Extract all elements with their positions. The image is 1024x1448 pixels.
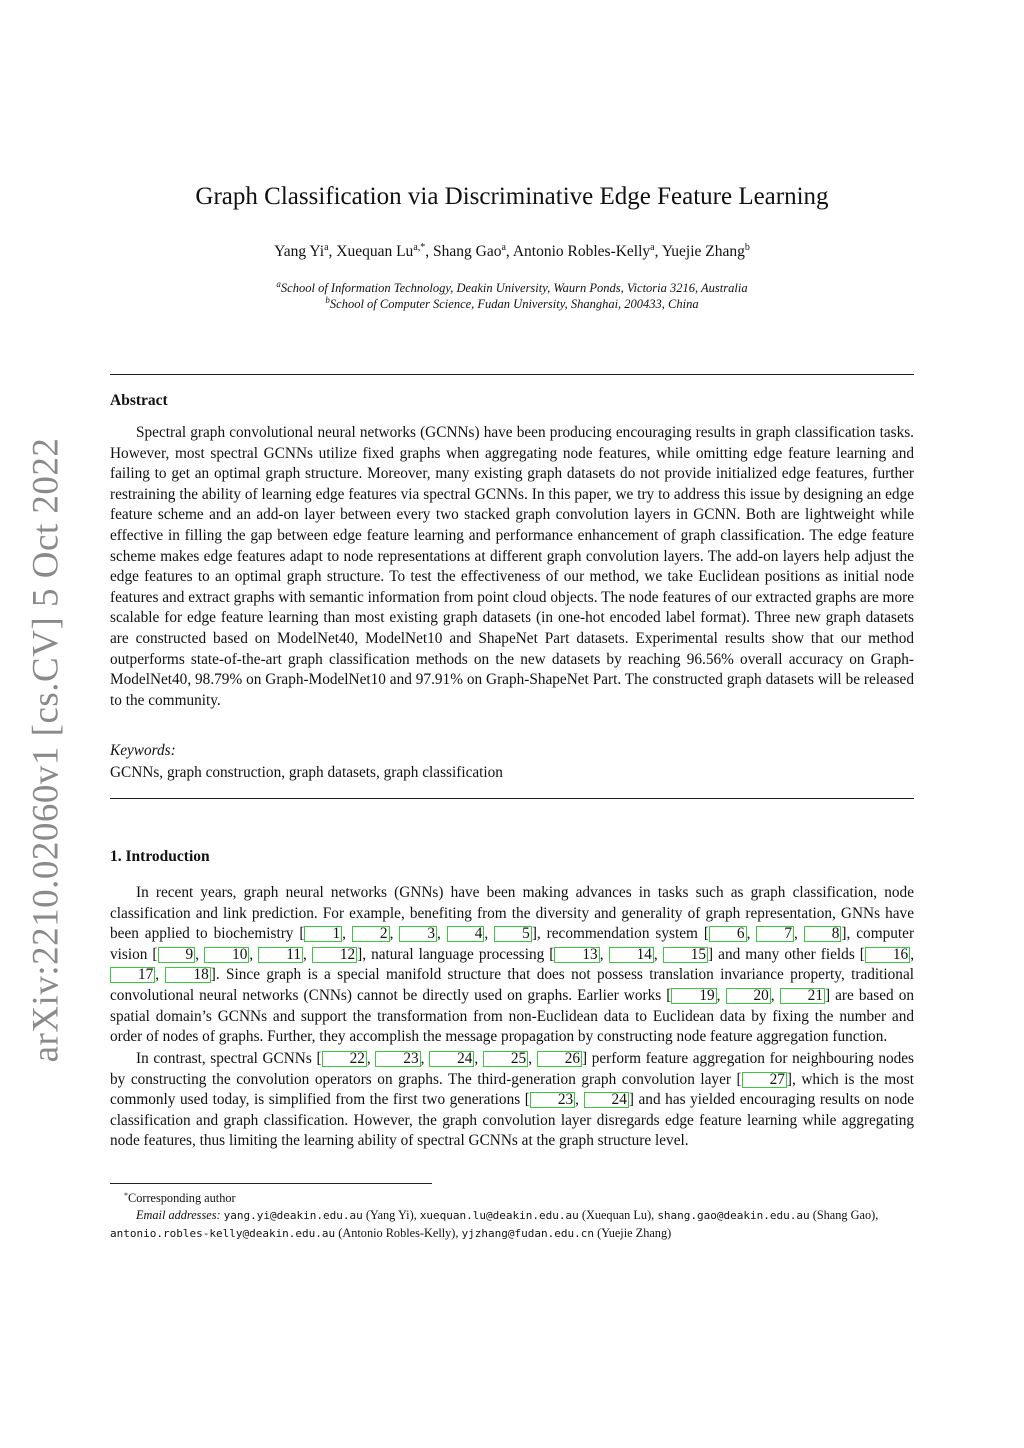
introduction-heading: 1. Introduction [110, 848, 210, 865]
citation-link[interactable]: 23 [530, 1092, 575, 1108]
keywords-text: GCNNs, graph construction, graph datasets, graph classification [110, 764, 503, 781]
citation-link[interactable]: 11 [258, 947, 303, 963]
paragraph-text: , [770, 986, 780, 1004]
citation-link[interactable]: 26 [537, 1051, 582, 1067]
citation-link[interactable]: 19 [671, 988, 716, 1004]
citation-link[interactable]: 18 [165, 967, 210, 983]
paragraph-text: ] perform feature aggregation for neighbouring nodes by constructing the convolution operators on graphs. The third-generation graph convolution layer [ [110, 1050, 915, 1088]
email-label: Email addresses: [136, 1208, 221, 1222]
citation-link[interactable]: 23 [375, 1051, 420, 1067]
citation-link[interactable]: 1 [304, 926, 342, 942]
footnote-text: Corresponding author [128, 1191, 236, 1205]
author-name: Xuequan Lu [336, 243, 414, 260]
introduction-paragraph-1 [110, 883, 914, 1048]
citation-link[interactable]: 12 [312, 947, 357, 963]
author-affil-mark: a [501, 242, 506, 253]
email-link[interactable]: yang.yi@deakin.edu.au [223, 1209, 363, 1222]
citation-link[interactable]: 25 [483, 1051, 528, 1067]
paragraph-text: ]. Since graph is a special manifold structure that does not possess translation invariance property, traditional convolutional neural networks (CNNs) cannot be directly used on graphs. Earlier works [ [110, 966, 914, 1004]
citation-link[interactable]: 4 [447, 926, 485, 942]
author-name: Yang Yi [274, 243, 325, 260]
abstract-bottom-rule [110, 798, 914, 799]
abstract-text: Spectral graph convolutional neural networks (GCNNs) have been producing encouraging results in graph classification tasks. However, most spectral GCNNs utilize fixed graphs when aggregating node features, while omitting edge feature learning and failing to get an optimal graph structure. Moreover, many existing graph datasets do not provide initialized edge features, further restraining the ability of learning edge features via spectral GCNNs. In this paper, we try to address this issue by designing an edge feature scheme and an add-on layer between every two stacked graph convolution layers in GCNN. Both are lightweight while effective in filling the gap between edge feature learning and performance enhancement of graph classification. The edge feature scheme makes edge features adapt to node representations at different graph convolution layers. The add-on layers help adjust the edge features to an optimal graph structure. To test the effectiveness of our method, we take Euclidean positions as initial node features and extract graphs with semantic information from point cloud objects. The node features of our extracted graphs are more scalable for edge feature learning than most existing graph datasets (in one-hot encoded label format). Three new graph datasets are constructed based on ModelNet40, ModelNet10 and ShapeNet Part datasets. Experimental results show that our method outperforms state-of-the-art graph classification methods on the new datasets by reaching 96.56% overall accuracy on Graph-ModelNet40, 98.79% on Graph-ModelNet10 and 97.91% on Graph-ShapeNet Part. The constructed graph datasets will be released to the community. [110, 424, 914, 709]
citation-link[interactable]: 22 [322, 1051, 367, 1067]
paragraph-text: , [575, 1091, 584, 1109]
author-name: Shang Gao [433, 243, 502, 260]
paragraph-text: , [436, 925, 447, 943]
citation-link[interactable]: 3 [399, 926, 437, 942]
paragraph-text: , [302, 945, 312, 963]
paragraph-text: ], natural language processing [ [357, 945, 555, 963]
citation-link[interactable]: 27 [742, 1072, 787, 1088]
paragraph-text: , [420, 1050, 430, 1067]
author-name: Antonio Robles-Kelly [512, 243, 651, 260]
paragraph-text: In recent years, graph neural networks (GNNs) have been making advances in tasks such as graph classification, node classification and link prediction. For example, benefiting from the diversity and generality of graph representation, GNNs have been applied to biochemistry [ [110, 884, 914, 943]
citation-link[interactable]: 5 [494, 926, 532, 942]
paragraph-text: , [794, 925, 804, 943]
citation-link[interactable]: 6 [709, 926, 747, 942]
affiliation-mark: a [276, 279, 281, 289]
abstract-heading: Abstract [110, 392, 168, 409]
footnote-rule [110, 1183, 432, 1184]
author-list: Yang Yi$^a$, Xuequan $Lu^{a,*}$, Shang Gao$^a$, Antonio Robles-Kelly$^a$, Yuejie Zhang$^b$ [274, 242, 750, 260]
author-name: Yuejie Zhang [661, 243, 745, 260]
email-owner: (Yuejie Zhang) [597, 1225, 672, 1240]
keywords-label: Keywords: [110, 742, 176, 759]
citation-link[interactable]: 21 [780, 988, 825, 1004]
citation-link[interactable]: 24 [429, 1051, 474, 1067]
paragraph-text: , [155, 966, 166, 984]
email-link[interactable]: xuequan.lu@deakin.edu.au [419, 1209, 579, 1222]
affiliation-text: School of Information Technology, Deakin University, Waurn Ponds, Victoria 3216, Australia [280, 281, 748, 295]
email-owner: (Antonio Robles-Kelly), [338, 1225, 459, 1240]
citation-link[interactable]: 16 [865, 947, 910, 963]
paragraph-text: ], which is the most commonly used today, is simplified from the first two generations [ [110, 1070, 914, 1109]
citation-link[interactable]: 9 [158, 947, 196, 963]
paragraph-text: , [653, 945, 663, 963]
paragraph-text: , [366, 1050, 376, 1067]
paragraph-text: , [484, 925, 495, 943]
citation-link[interactable]: 17 [110, 967, 155, 983]
paragraph-text: , [528, 1050, 537, 1067]
citation-link[interactable]: 10 [204, 947, 249, 963]
citation-link[interactable]: 8 [804, 926, 842, 942]
paragraph-text: ] are based on spatial domain’s GCNNs and support the transformation from non-Euclidean data to Euclidean data by fixing the number and order of nodes of graphs. Further, they accomplish the message propagation by constructing node feature aggregation function. [110, 986, 914, 1046]
paragraph-text: , [474, 1050, 483, 1067]
citation-link[interactable]: 24 [584, 1092, 629, 1108]
affiliation-text: School of Computer Science, Fudan University, Shanghai, 200433, China [329, 297, 699, 311]
footnote-mark: * [124, 1191, 128, 1200]
citation-link[interactable]: 13 [554, 947, 599, 963]
paragraph-text: , [910, 945, 915, 963]
paragraph-text: , [249, 945, 259, 963]
paragraph-text: , [716, 986, 726, 1004]
affiliation-mark: b [325, 295, 330, 305]
email-footnote [110, 1207, 914, 1242]
paragraph-text: ] and many other fields [ [708, 945, 865, 963]
author-affil-mark: a,* [413, 242, 426, 253]
citation-link[interactable]: 20 [726, 988, 771, 1004]
citation-link[interactable]: 7 [756, 926, 794, 942]
paragraph-text: , [342, 925, 352, 943]
email-link[interactable]: shang.gao@deakin.edu.au [657, 1209, 810, 1222]
citation-link[interactable]: 2 [352, 926, 390, 942]
affiliation-a [0, 281, 1024, 296]
paragraph-text: ], computer vision [ [110, 925, 915, 963]
email-owner: (Xuequan Lu), [581, 1208, 655, 1222]
email-link[interactable]: yjzhang@fudan.edu.cn [461, 1226, 595, 1240]
abstract-top-rule [110, 374, 914, 375]
citation-link[interactable]: 15 [663, 947, 708, 963]
email-link[interactable]: antonio.robles-kelly@deakin.edu.au [110, 1226, 336, 1240]
author-affil-mark: a [650, 242, 655, 253]
affiliation-b [0, 297, 1024, 312]
author-affil-mark: a [324, 242, 329, 253]
email-owner: (Yang Yi), [365, 1208, 417, 1222]
paragraph-text: In contrast, spectral GCNNs [ [136, 1050, 322, 1067]
paragraph-text: , [389, 925, 400, 943]
paragraph-text: , [599, 945, 609, 963]
corresponding-author-footnote [110, 1190, 914, 1207]
paragraph-text: , [746, 925, 757, 943]
paragraph-text: , [195, 945, 205, 963]
paragraph-text: ], recommendation system [ [531, 925, 709, 943]
email-owner: (Shang Gao), [812, 1208, 879, 1222]
paper-title: Graph Classification via Discriminative Edge Feature Learning [195, 183, 829, 210]
arxiv-identifier-stamp: arXiv:2210.02060v1 [cs.CV] 5 Oct 2022 [25, 437, 67, 1063]
introduction-paragraph-2 [110, 1049, 914, 1152]
citation-link[interactable]: 14 [609, 947, 654, 963]
author-affil-mark: b [744, 242, 750, 253]
paragraph-text: ] and has yielded encouraging results on node classification and graph classification. However, the graph convolution layer disregards edge feature learning while aggregating node features, thus limiting the learning ability of spectral GCNNs at the graph structure level. [110, 1091, 915, 1150]
